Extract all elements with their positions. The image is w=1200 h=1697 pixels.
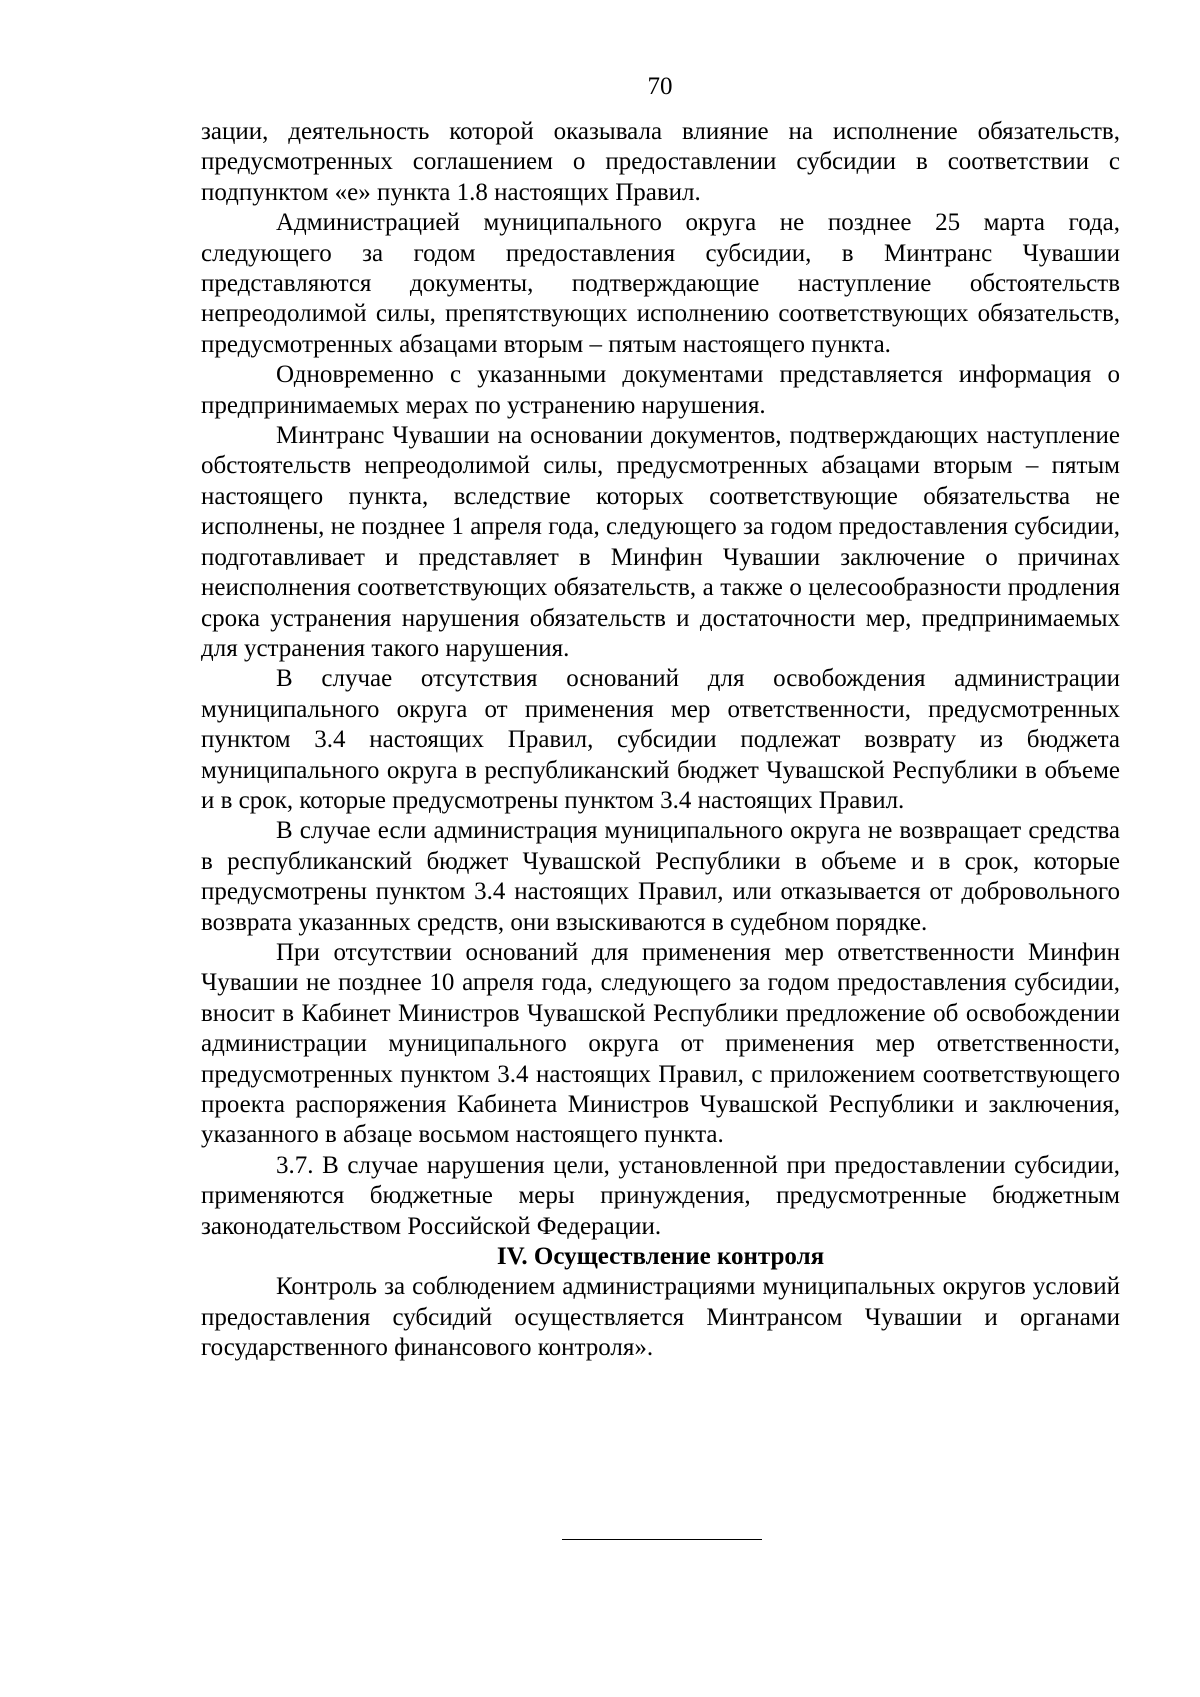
section-heading: IV. Осуществление контроля [496,1243,825,1271]
paragraph: Одновременно с указанными документами представляется информация о предпринимаемых мерах по устранению нарушения. [201,361,1120,419]
paragraph: Администрацией муниципального округа не позднее 25 марта года, следующего за годом предоставления субсидии, в Минтранс Чувашии представляются документы, подтверждающие наступление обстоятельств непреодолимой силы, препятствующих исполнению соответствующих обязательств, предусмотренных абзацами вторым – пятым настоящего пункта. [201,209,1120,358]
section-paragraph: Контроль за соблюдением администрациями муниципальных округов условий предоставления субсидий осуществляется Минтрансом Чувашии и органами государственного финансового контроля». [201,1273,1120,1362]
paragraph: 3.7. В случае нарушения цели, установленной при предоставлении субсидии, применяются бюджетные меры принуждения, предусмотренные бюджетным законодательством Российской Федерации. [201,1151,1120,1240]
paragraph: В случае если администрация муниципального округа не возвращает средства в республиканский бюджет Чувашской Республики в объеме и в срок, которые предусмотрены пунктом 3.4 настоящих Правил, или отказывается от добровольного возврата указанных средств, они взыскиваются в судебном порядке. [201,817,1120,936]
document-body [201,117,1120,1364]
paragraph: Минтранс Чувашии на основании документов, подтверждающих наступление обстоятельств непреодолимой силы, предусмотренных абзацами вторым – пятым настоящего пункта, вследствие которых соответствующие обязательства не исполнены, не позднее 1 апреля года, следующего за годом предоставления субсидии, подготавливает и представляет в Минфин Чувашии заключение о причинах неисполнения соответствующих обязательств, а также о целесообразности продления срока устранения нарушения обязательств и достаточности мер, предпринимаемых для устранения такого нарушения. [201,422,1120,662]
end-of-document-rule [562,1539,762,1540]
paragraph-continuation: зации, деятельность которой оказывала влияние на исполнение обязательств, предусмотренных соглашением о предоставлении субсидии в соответствии с подпунктом «е» пункта 1.8 настоящих Правил. [201,118,1120,206]
paragraph: В случае отсутствия оснований для освобождения администрации муниципального округа от применения мер ответственности, предусмотренных пунктом 3.4 настоящих Правил, субсидии подлежат возврату из бюджета муниципального округа в республиканский бюджет Чувашской Республики в объеме и в срок, которые предусмотрены пунктом 3.4 настоящих Правил. [201,665,1120,814]
paragraph: При отсутствии оснований для применения мер ответственности Минфин Чувашии не позднее 10 апреля года, следующего за годом предоставления субсидии, вносит в Кабинет Министров Чувашской Республики предложение об освобождении администрации муниципального округа от применения мер ответственности, предусмотренных пунктом 3.4 настоящих Правил, с приложением соответствующего проекта распоряжения Кабинета Министров Чувашской Республики и заключения, указанного в абзаце восьмом настоящего пункта. [201,938,1120,1149]
page-number: 70 [647,73,673,100]
